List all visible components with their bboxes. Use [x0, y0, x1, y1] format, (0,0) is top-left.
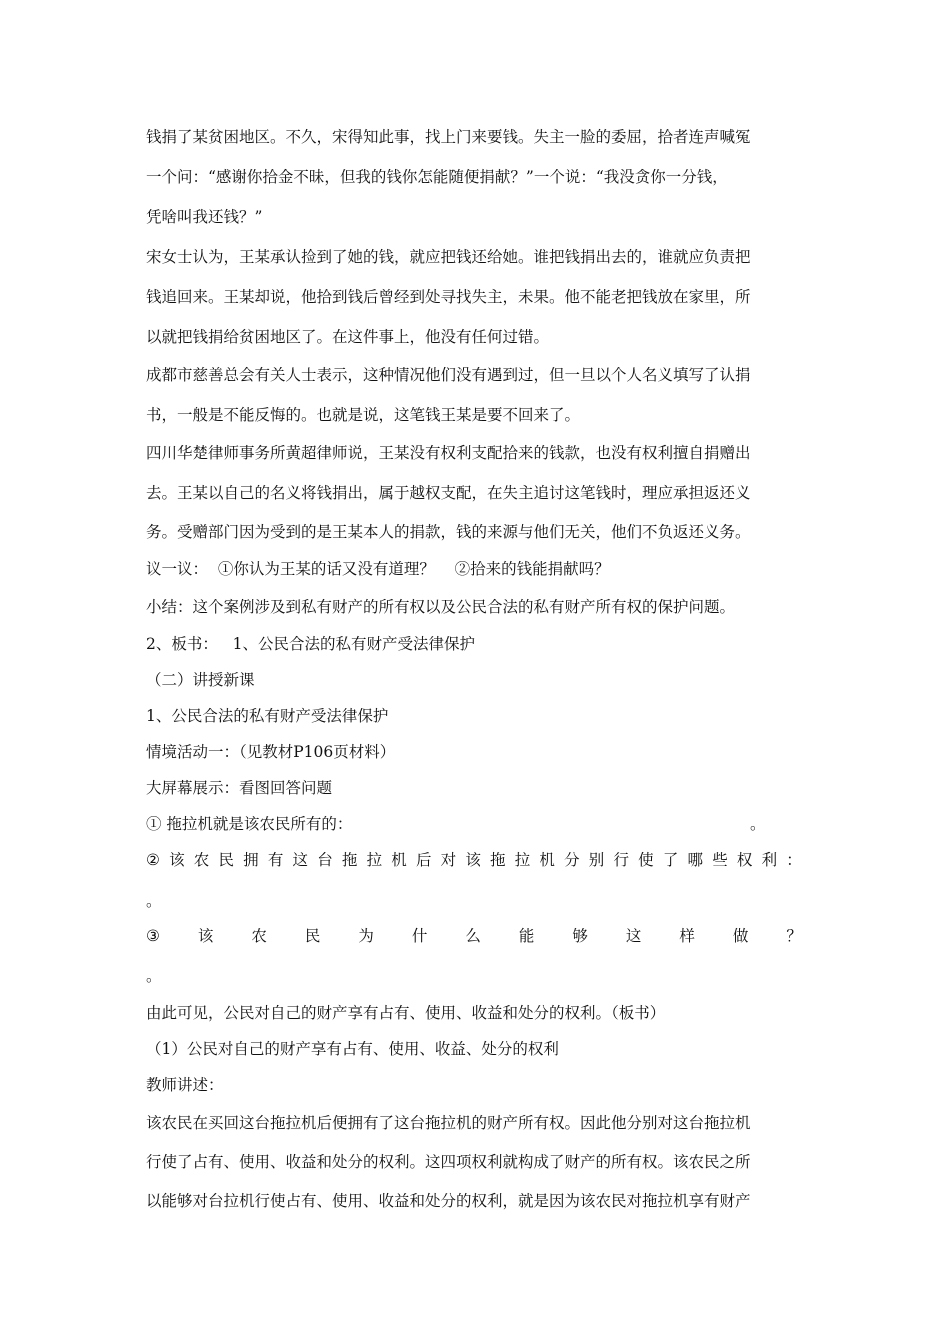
subsection-heading: 1、公民合法的私有财产受法律保护	[146, 707, 389, 725]
question-3-char: 做	[732, 927, 749, 945]
question-3-char: 这	[625, 927, 642, 945]
text-line: 宋女士认为，王某承认捡到了她的钱，就应把钱还给她。谁把钱捐出去的，谁就应负责把	[146, 248, 751, 266]
question-2-char: 台	[317, 851, 333, 869]
question-3-char: 样	[679, 927, 695, 945]
question-2-char: 别	[588, 851, 605, 869]
question-3-char: ③	[146, 927, 160, 945]
text-line: 书，一般是不能反悔的。也就是说，这笔钱王某是要不回来了。	[146, 406, 581, 424]
board-note: 2、板书： 1、公民合法的私有财产受法律保护	[146, 635, 476, 653]
question-2-char: 哪	[687, 851, 704, 869]
question-2-char: 机	[539, 851, 555, 869]
question-2-end-mark: 。	[146, 892, 162, 910]
question-2	[146, 848, 802, 872]
question-2-char: 了	[662, 851, 679, 869]
question-1-end-mark: 。	[750, 815, 766, 833]
question-2-char: 该	[465, 851, 481, 869]
summary-line: 小结：这个案例涉及到私有财产的所有权以及公民合法的私有财产所有权的保护问题。	[146, 598, 736, 616]
section-heading: （二）讲授新课	[146, 671, 255, 689]
question-2-char: 拉	[514, 851, 531, 869]
activity-line: 情境活动一：（见教材P106页材料）	[146, 743, 396, 761]
text-line: 凭啥叫我还钱？”	[146, 208, 263, 226]
text-line: 钱捐了某贫困地区。不久，宋得知此事，找上门来要钱。失主一脸的委屈，拾者连声喊冤	[146, 128, 751, 146]
screen-display-line: 大屏幕展示：看图回答问题	[146, 779, 333, 797]
question-2-char: 些	[712, 851, 728, 869]
question-2-char: 权	[736, 851, 753, 869]
question-2-char: ②	[146, 851, 160, 869]
question-2-char: 这	[292, 851, 309, 869]
question-2-char: 有	[267, 851, 284, 869]
board-point: （1）公民对自己的财产享有占有、使用、收益、处分的权利	[146, 1040, 559, 1058]
question-2-char: 拥	[243, 851, 259, 869]
question-2-char: 拉	[366, 851, 383, 869]
question-2-char: ：	[786, 851, 802, 869]
question-2-char: 该	[169, 851, 185, 869]
text-line: 四川华楚律师事务所黄超律师说，王某没有权利支配拾来的钱款，也没有权利擅自捐赠出	[146, 444, 751, 462]
question-3-char: ？	[786, 927, 802, 945]
question-2-char: 利	[761, 851, 778, 869]
question-3-end-mark: 。	[146, 967, 162, 985]
question-3-char: 农	[251, 927, 267, 945]
question-2-char: 分	[564, 851, 580, 869]
text-line: 以就把钱捐给贫困地区了。在这件事上，他没有任何过错。	[146, 328, 550, 346]
text-line: 钱追回来。王某却说，他拾到钱后曾经到处寻找失主，未果。他不能老把钱放在家里，所	[146, 288, 751, 306]
text-line: 务。受赠部门因为受到的是王某本人的捐款，钱的来源与他们无关，他们不负返还义务。	[146, 523, 751, 541]
question-3-char: 么	[465, 927, 481, 945]
question-2-char: 行	[613, 851, 629, 869]
question-3-char: 能	[518, 927, 535, 945]
text-line: 行使了占有、使用、收益和处分的权利。这四项权利就构成了财产的所有权。该农民之所	[146, 1153, 751, 1171]
teacher-narration-heading: 教师讲述：	[146, 1076, 224, 1094]
question-3-char: 民	[304, 927, 321, 945]
question-3-char: 为	[358, 927, 374, 945]
discussion-prompt: 议一议： ①你认为王某的话又没有道理？ ②拾来的钱能捐献吗？	[146, 560, 610, 578]
question-3-char: 该	[197, 927, 214, 945]
text-line: 去。王某以自己的名义将钱捐出，属于越权支配，在失主追讨这笔钱时，理应承担返还义	[146, 484, 751, 502]
question-2-char: 机	[391, 851, 407, 869]
text-line: 由此可见，公民对自己的财产享有占有、使用、收益和处分的权利。（板书）	[146, 1004, 666, 1022]
text-line: 一个问：“感谢你拾金不昧，但我的钱你怎能随便捐献？”一个说：“我没贪你一分钱，	[146, 168, 728, 186]
question-2-char: 后	[415, 851, 432, 869]
question-2-char: 对	[440, 851, 457, 869]
question-2-char: 农	[193, 851, 210, 869]
question-2-char: 拖	[341, 851, 358, 869]
question-1: ① 拖拉机就是该农民所有的：	[146, 815, 353, 833]
question-3-char: 够	[572, 927, 588, 945]
question-3	[146, 924, 802, 948]
question-2-char: 拖	[490, 851, 506, 869]
question-2-char: 使	[638, 851, 654, 869]
question-2-char: 民	[218, 851, 234, 869]
text-line: 成都市慈善总会有关人士表示，这种情况他们没有遇到过，但一旦以个人名义填写了认捐	[146, 366, 751, 384]
question-3-char: 什	[411, 927, 428, 945]
text-line: 以能够对台拉机行使占有、使用、收益和处分的权利，就是因为该农民对拖拉机享有财产	[146, 1192, 751, 1210]
text-line: 该农民在买回这台拖拉机后便拥有了这台拖拉机的财产所有权。因此他分别对这台拖拉机	[146, 1114, 751, 1132]
